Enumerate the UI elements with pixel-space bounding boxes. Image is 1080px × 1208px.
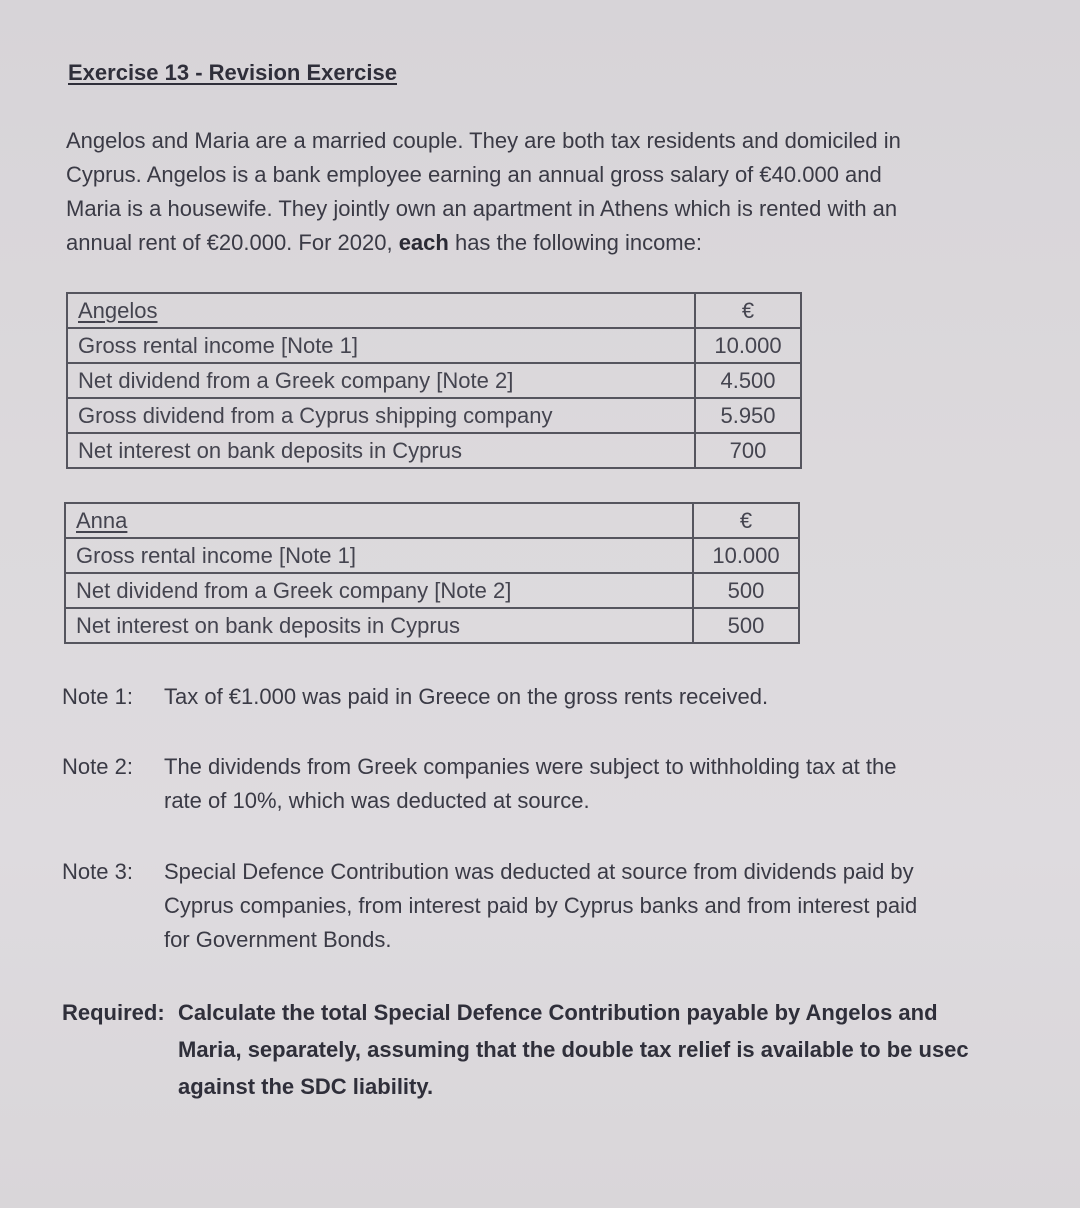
note-line: Special Defence Contribution was deducted at source from dividends paid by [164, 859, 914, 884]
income-label: Net interest on bank deposits in Cyprus [67, 433, 695, 468]
required-line: Maria, separately, assuming that the double tax relief is available to be usec [178, 1037, 969, 1062]
income-amount: 700 [695, 433, 801, 468]
table-header-row [65, 503, 799, 538]
note-line: The dividends from Greek companies were subject to withholding tax at the [164, 754, 897, 779]
required-line: Calculate the total Special Defence Contribution payable by Angelos and [178, 1000, 938, 1025]
required-label: Required: [62, 1000, 165, 1025]
note-line: rate of 10%, which was deducted at source. [164, 788, 590, 813]
intro-paragraph [66, 124, 1066, 260]
exercise-title: Exercise 13 - Revision Exercise [68, 60, 397, 85]
table-header-row [67, 293, 801, 328]
intro-line: annual rent of €20.000. For 2020, [66, 230, 399, 255]
income-label: Gross dividend from a Cyprus shipping company [67, 398, 695, 433]
note-3 [62, 855, 1072, 957]
table-row [65, 538, 799, 573]
table-row [67, 363, 801, 398]
intro-line: Cyprus. Angelos is a bank employee earning an annual gross salary of €40.000 and [66, 162, 882, 187]
income-amount: 500 [693, 573, 799, 608]
intro-emphasis: each [398, 230, 449, 255]
angelos-income-table [66, 292, 802, 469]
income-amount: 10.000 [693, 538, 799, 573]
anna-income-table [64, 502, 800, 644]
table-row [65, 608, 799, 643]
note-line: Cyprus companies, from interest paid by Cyprus banks and from interest paid [164, 893, 918, 918]
currency-header: € [695, 293, 801, 328]
note-label: Note 3: [62, 859, 133, 884]
income-amount: 500 [693, 608, 799, 643]
note-line: for Government Bonds. [164, 927, 392, 952]
intro-line: Angelos and Maria are a married couple. They are both tax residents and domiciled in [66, 128, 901, 153]
note-2 [62, 750, 1072, 818]
note-label: Note 1: [62, 684, 133, 709]
income-label: Gross rental income [Note 1] [67, 328, 695, 363]
income-amount: 10.000 [695, 328, 801, 363]
table-row [67, 433, 801, 468]
income-label: Net dividend from a Greek company [Note 2] [65, 573, 693, 608]
income-label: Gross rental income [Note 1] [65, 538, 693, 573]
income-label: Net dividend from a Greek company [Note 2] [67, 363, 695, 398]
income-amount: 5.950 [695, 398, 801, 433]
note-1 [62, 680, 1072, 714]
table-row [67, 328, 801, 363]
income-label: Net interest on bank deposits in Cyprus [65, 608, 693, 643]
note-line: Tax of €1.000 was paid in Greece on the gross rents received. [164, 684, 769, 709]
note-label: Note 2: [62, 754, 133, 779]
table-header-name: Anna [65, 503, 693, 538]
table-header-name: Angelos [67, 293, 695, 328]
currency-header: € [693, 503, 799, 538]
income-amount: 4.500 [695, 363, 801, 398]
required-section [62, 994, 1080, 1105]
intro-line: Maria is a housewife. They jointly own an apartment in Athens which is rented with an [66, 196, 898, 221]
intro-line: has the following income: [448, 230, 702, 255]
table-row [65, 573, 799, 608]
required-line: against the SDC liability. [178, 1074, 434, 1099]
table-row [67, 398, 801, 433]
